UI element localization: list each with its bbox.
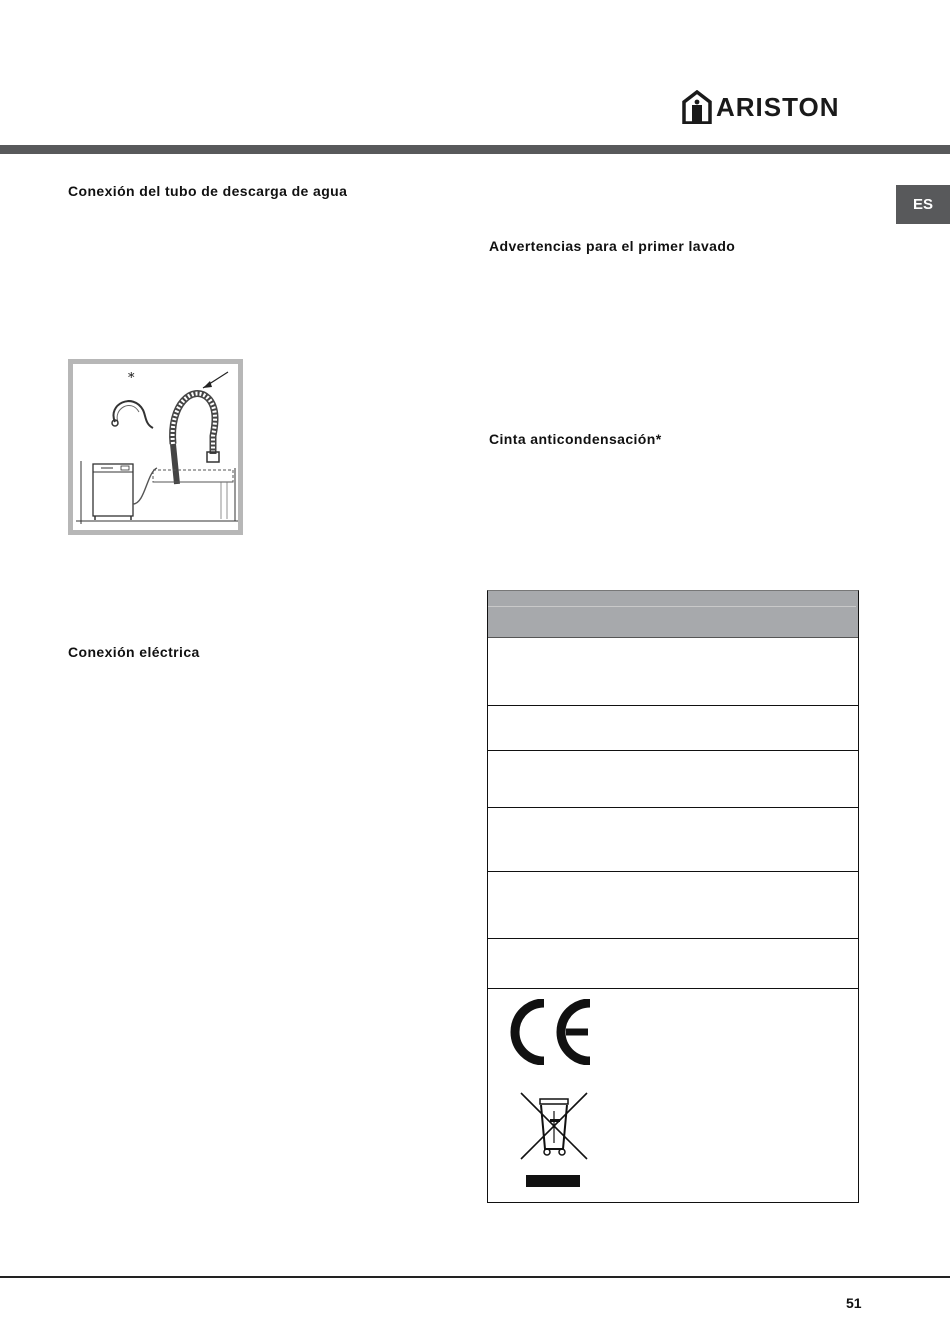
language-tab: ES: [896, 185, 950, 224]
table-row-divider: [488, 988, 858, 989]
table-row-divider: [488, 938, 858, 939]
brand-logo: [682, 90, 840, 124]
brand-name: ARISTON: [716, 91, 840, 122]
heading-anticondensation-strip: Cinta anticondensación*: [489, 431, 662, 447]
drain-hose-illustration: [73, 364, 238, 530]
ce-mark-icon: [510, 999, 594, 1065]
table-row-divider: [488, 807, 858, 808]
table-row-divider: [488, 871, 858, 872]
house-logo-icon: [682, 90, 712, 124]
header-bar: [0, 145, 950, 154]
heading-electrical-connection: Conexión eléctrica: [68, 644, 200, 660]
crossed-bin-icon: [518, 1091, 590, 1191]
table-row-divider: [488, 750, 858, 751]
drain-hose-figure: [68, 359, 243, 535]
page-number: 51: [846, 1295, 862, 1311]
heading-drain-connection: Conexión del tubo de descarga de agua: [68, 183, 348, 199]
table-row-divider: [488, 705, 858, 706]
table-header: [488, 591, 858, 638]
footer-line: [0, 1276, 950, 1278]
technical-data-table: [487, 590, 859, 1203]
figure-asterisk: *: [128, 371, 135, 386]
heading-first-wash: Advertencias para el primer lavado: [489, 238, 736, 254]
